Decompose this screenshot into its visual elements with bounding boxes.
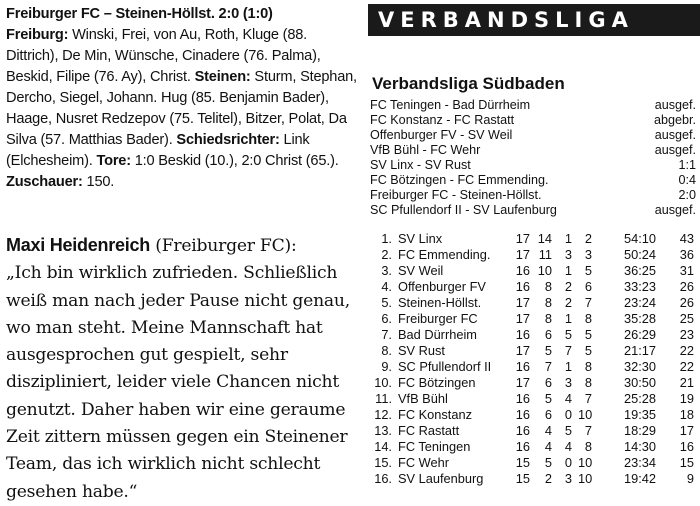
result-row: [370, 173, 696, 188]
standing-wins: 10: [537, 263, 552, 278]
results-list: [370, 98, 696, 218]
standing-draws: 1: [564, 263, 572, 278]
standing-team: FC Rastatt: [398, 423, 460, 438]
standing-draws: 3: [564, 375, 572, 390]
standing-goals: 23:34: [623, 455, 656, 470]
standing-team: Steinen-Höllst.: [398, 295, 482, 310]
standing-team: FC Teningen: [398, 439, 471, 454]
standing-rank: 1.: [381, 231, 392, 246]
standing-points: 16: [679, 439, 694, 454]
result-score: ausgef.: [654, 143, 696, 157]
standing-team: Offenburger FV: [398, 279, 486, 294]
standing-rank: 9.: [381, 359, 392, 374]
standings-row: [370, 407, 696, 423]
standing-losses: 7: [584, 423, 592, 438]
result-row: [370, 128, 696, 143]
standing-wins: 7: [544, 359, 552, 374]
standing-losses: 8: [584, 375, 592, 390]
standing-played: 16: [515, 359, 530, 374]
standing-played: 16: [515, 407, 530, 422]
standing-team: FC Konstanz: [398, 407, 472, 422]
standings-row: [370, 279, 696, 295]
standings-row: [370, 471, 696, 487]
standing-goals: 54:10: [623, 231, 656, 246]
standing-wins: 14: [537, 231, 552, 246]
result-score: ausgef.: [654, 98, 696, 112]
standing-rank: 6.: [381, 311, 392, 326]
result-score: ausgef.: [654, 128, 696, 142]
quote-text: „Ich bin wirklich zufrieden. Schließlich weiß man nach jeder Pause nicht genau, wo man steht. Meine Mannschaft hat ausgesprochen gut gespielt, sehr diszipliniert, leider viele Chancen nicht genutzt. Daher haben wir eine geraume Zeit zittern müssen gegen ein Steinener Team, das ich wirklich nicht schlecht gesehen habe.“: [6, 263, 350, 502]
quote-club: (Freiburger FC):: [150, 236, 297, 256]
standing-rank: 16.: [374, 471, 392, 486]
standings-row: [370, 455, 696, 471]
standing-played: 16: [515, 439, 530, 454]
result-score: abgebr.: [653, 113, 696, 127]
standing-points: 31: [679, 263, 694, 278]
result-score: 1:1: [678, 158, 696, 172]
standing-draws: 1: [564, 311, 572, 326]
standing-losses: 10: [578, 471, 593, 486]
standings-row: [370, 231, 696, 247]
standing-losses: 5: [584, 343, 592, 358]
standings-row: [370, 263, 696, 279]
goals-text: 1:0 Beskid (10.), 2:0 Christ (65.).: [130, 153, 339, 169]
standing-points: 26: [679, 279, 694, 294]
standing-losses: 8: [584, 359, 592, 374]
standings-table: [370, 231, 696, 487]
standing-wins: 6: [544, 407, 552, 422]
standing-wins: 6: [544, 327, 552, 342]
standing-goals: 19:35: [623, 407, 656, 422]
standing-rank: 11.: [375, 391, 392, 406]
standing-losses: 10: [578, 407, 593, 422]
standing-wins: 8: [544, 311, 552, 326]
standing-team: Freiburger FC: [398, 311, 478, 326]
standing-played: 15: [515, 455, 530, 470]
standing-rank: 13.: [374, 423, 392, 438]
standing-draws: 3: [564, 247, 572, 262]
standing-rank: 5.: [381, 295, 392, 310]
result-row: [370, 143, 696, 158]
standing-played: 15: [515, 471, 530, 486]
result-row: [370, 98, 696, 113]
standing-played: 17: [515, 343, 530, 358]
standing-goals: 32:30: [623, 359, 656, 374]
standing-losses: 2: [584, 231, 592, 246]
standings-row: [370, 343, 696, 359]
standings-row: [370, 423, 696, 439]
result-match: VfB Bühl - FC Wehr: [370, 143, 481, 157]
result-match: FC Teningen - Bad Dürrheim: [370, 98, 531, 112]
standing-rank: 8.: [381, 343, 392, 358]
standing-points: 9: [686, 471, 694, 486]
steinen-lineup: Sturm, Stephan, Dercho, Siegel, Johann. Hug (85. Benjamin Bader), Haage, Nusret Redzepov (75. Telitel), Bitzer, Polat, Da Silva (57. Matthias Bader).: [6, 69, 357, 148]
standing-draws: 5: [564, 327, 572, 342]
standing-goals: 14:30: [623, 439, 656, 454]
spectators-label: Zuschauer:: [6, 174, 83, 190]
standing-goals: 33:23: [623, 279, 656, 294]
standing-team: SV Rust: [398, 343, 445, 358]
standings-row: [370, 359, 696, 375]
standing-draws: 2: [564, 279, 572, 294]
result-row: [370, 203, 696, 218]
standing-losses: 6: [584, 279, 592, 294]
standings-row: [370, 439, 696, 455]
standing-rank: 7.: [381, 327, 392, 342]
standing-draws: 0: [564, 455, 572, 470]
standing-points: 43: [679, 231, 694, 246]
freiburg-label: Freiburg:: [6, 27, 69, 43]
standing-team: SV Laufenburg: [398, 471, 484, 486]
standing-team: FC Wehr: [398, 455, 449, 470]
standing-wins: 5: [544, 343, 552, 358]
standing-rank: 4.: [381, 279, 392, 294]
league-title: Verbandsliga Südbaden: [372, 74, 565, 93]
standing-draws: 4: [564, 391, 572, 406]
standing-goals: 19:42: [623, 471, 656, 486]
standing-points: 25: [679, 311, 694, 326]
standings-row: [370, 295, 696, 311]
standing-points: 21: [679, 375, 694, 390]
standing-draws: 5: [564, 423, 572, 438]
result-match: SV Linx - SV Rust: [370, 158, 471, 172]
standing-rank: 10.: [374, 375, 392, 390]
match-report: [6, 4, 358, 193]
standing-goals: 35:28: [623, 311, 656, 326]
result-row: [370, 188, 696, 203]
standing-draws: 0: [564, 407, 572, 422]
standing-rank: 12.: [374, 407, 392, 422]
standing-team: FC Bötzingen: [398, 375, 476, 390]
standing-wins: 2: [544, 471, 552, 486]
standing-goals: 18:29: [623, 423, 656, 438]
goals-label: Tore:: [96, 153, 131, 169]
standing-losses: 8: [584, 439, 592, 454]
spectators-count: 150.: [82, 174, 115, 190]
standing-losses: 10: [578, 455, 593, 470]
standing-wins: 5: [544, 455, 552, 470]
standing-draws: 3: [564, 471, 572, 486]
standings-row: [370, 247, 696, 263]
standing-goals: 25:28: [623, 391, 656, 406]
result-row: [370, 113, 696, 128]
standing-points: 15: [679, 455, 694, 470]
standing-draws: 4: [564, 439, 572, 454]
standing-draws: 1: [564, 359, 572, 374]
standings-row: [370, 391, 696, 407]
standing-played: 16: [515, 263, 530, 278]
standing-goals: 26:29: [623, 327, 656, 342]
referee-name: Link (Elchesheim).: [6, 132, 310, 169]
standing-team: FC Emmending.: [398, 247, 491, 262]
standing-played: 16: [515, 327, 530, 342]
standing-goals: 21:17: [623, 343, 656, 358]
section-banner: VERBANDSLIGA: [368, 4, 700, 36]
standing-played: 17: [515, 295, 530, 310]
standing-rank: 14.: [374, 439, 392, 454]
standing-draws: 7: [564, 343, 572, 358]
standing-played: 17: [515, 247, 530, 262]
standing-rank: 15.: [374, 455, 392, 470]
standing-points: 36: [679, 247, 694, 262]
standing-wins: 8: [544, 279, 552, 294]
result-score: 0:4: [678, 173, 696, 187]
standing-rank: 3.: [381, 263, 392, 278]
standing-points: 22: [679, 359, 694, 374]
standing-wins: 5: [544, 391, 552, 406]
quote-author: Maxi Heidenreich: [6, 235, 151, 255]
standing-wins: 8: [544, 295, 552, 310]
standing-points: 19: [679, 391, 694, 406]
coach-quote: [6, 232, 358, 506]
standing-losses: 3: [584, 247, 592, 262]
result-match: Freiburger FC - Steinen-Höllst.: [370, 188, 542, 202]
standing-team: Bad Dürrheim: [398, 327, 477, 342]
steinen-label: Steinen:: [194, 69, 251, 85]
standing-points: 23: [679, 327, 694, 342]
standing-draws: 1: [564, 231, 572, 246]
standing-played: 16: [515, 391, 530, 406]
result-match: FC Konstanz - FC Rastatt: [370, 113, 515, 127]
standing-played: 16: [515, 423, 530, 438]
standing-played: 17: [515, 311, 530, 326]
standing-team: VfB Bühl: [398, 391, 448, 406]
standing-points: 18: [679, 407, 694, 422]
standing-played: 16: [515, 279, 530, 294]
standing-goals: 50:24: [623, 247, 656, 262]
standing-wins: 4: [544, 439, 552, 454]
standing-goals: 30:50: [623, 375, 656, 390]
standing-losses: 7: [584, 295, 592, 310]
standing-points: 22: [679, 343, 694, 358]
standing-goals: 23:24: [623, 295, 656, 310]
match-headline: Freiburger FC – Steinen-Höllst. 2:0 (1:0): [6, 6, 273, 22]
standing-losses: 7: [584, 391, 592, 406]
standing-losses: 8: [584, 311, 592, 326]
standing-team: SV Weil: [398, 263, 444, 278]
standing-wins: 11: [538, 247, 552, 262]
standing-rank: 2.: [381, 247, 392, 262]
standing-played: 17: [515, 231, 530, 246]
standings-row: [370, 327, 696, 343]
result-match: FC Bötzingen - FC Emmending.: [370, 173, 549, 187]
referee-label: Schiedsrichter:: [176, 132, 280, 148]
standing-draws: 2: [564, 295, 572, 310]
standing-played: 17: [515, 375, 530, 390]
result-score: 2:0: [678, 188, 696, 202]
standing-wins: 6: [544, 375, 552, 390]
result-row: [370, 158, 696, 173]
standings-row: [370, 375, 696, 391]
standing-goals: 36:25: [623, 263, 656, 278]
standing-points: 26: [679, 295, 694, 310]
standing-team: SV Linx: [398, 231, 443, 246]
result-score: ausgef.: [654, 203, 696, 217]
standing-losses: 5: [584, 327, 592, 342]
result-match: SC Pfullendorf II - SV Laufenburg: [370, 203, 557, 217]
standing-points: 17: [679, 423, 694, 438]
result-match: Offenburger FV - SV Weil: [370, 128, 513, 142]
standing-wins: 4: [544, 423, 552, 438]
standings-row: [370, 311, 696, 327]
standing-team: SC Pfullendorf II: [398, 359, 492, 374]
freiburg-lineup: Winski, Frei, von Au, Roth, Kluge (88. Dittrich), De Min, Wünsche, Cinadere (76. Palma), Beskid, Filipe (76. Ay), Christ.: [6, 27, 321, 85]
standing-losses: 5: [584, 263, 592, 278]
